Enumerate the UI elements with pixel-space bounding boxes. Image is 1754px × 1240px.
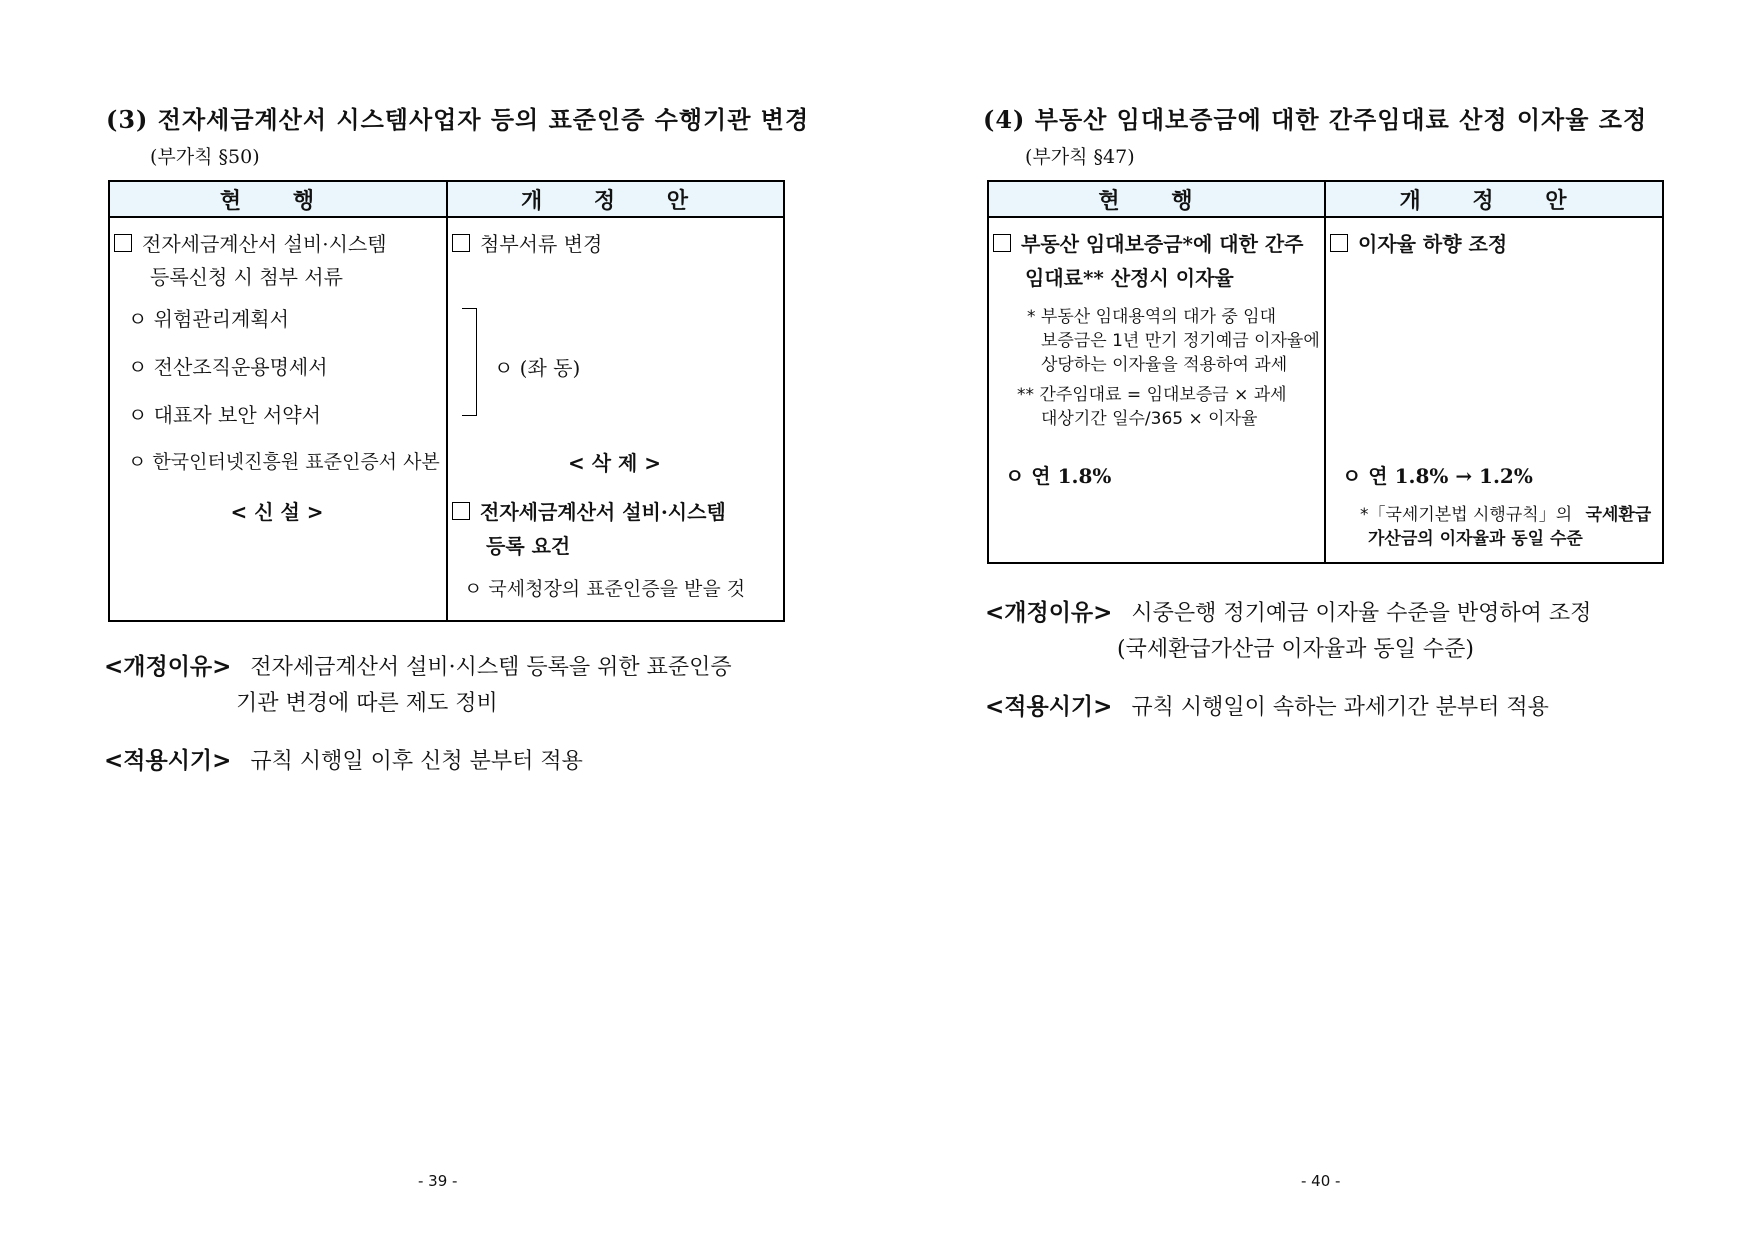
current-sub-3: ㅇ 대표자 보안 서약서 bbox=[128, 403, 321, 427]
section-title: (3) 전자세금계산서 시스템사업자 등의 표준인증 수행기관 변경 bbox=[106, 105, 810, 134]
comparison-table bbox=[987, 180, 1664, 564]
page-number: - 40 - bbox=[1301, 1172, 1341, 1190]
revised-item: 이자율 하향 조정 bbox=[1330, 228, 1507, 257]
current-rate: ㅇ 연 1.8% bbox=[1005, 464, 1112, 488]
note-1-line3: 상당하는 이자율을 적용하여 과세 bbox=[1041, 355, 1288, 375]
current-cell bbox=[109, 217, 447, 621]
revised-rate: ㅇ 연 1.8% → 1.2% bbox=[1342, 464, 1533, 488]
section-subtitle: (부가칙 §50) bbox=[150, 146, 260, 168]
comparison-table bbox=[108, 180, 785, 622]
right-page bbox=[877, 0, 1754, 1240]
revised-delete-label: < 삭 제 > bbox=[567, 451, 662, 475]
revised-item-1: 첨부서류 변경 bbox=[452, 228, 602, 257]
revised-item-2: 전자세금계산서 설비·시스템 bbox=[452, 496, 726, 525]
bracket-shape bbox=[462, 308, 477, 416]
apply-timing: <적용시기> 규칙 시행일 이후 신청 분부터 적용 bbox=[104, 748, 583, 774]
revision-reason: <개정이유> 전자세금계산서 설비·시스템 등록을 위한 표준인증 bbox=[104, 654, 732, 680]
current-sub-1: ㅇ 위험관리계획서 bbox=[128, 307, 289, 331]
checkbox-icon bbox=[452, 502, 470, 520]
apply-timing: <적용시기> 규칙 시행일이 속하는 과세기간 분부터 적용 bbox=[985, 694, 1549, 720]
current-sub-2: ㅇ 전산조직운용명세서 bbox=[128, 355, 328, 379]
current-item-line2: 등록신청 시 첨부 서류 bbox=[150, 265, 343, 289]
checkbox-icon bbox=[993, 234, 1011, 252]
revision-reason: <개정이유> 시중은행 정기예금 이자율 수준을 반영하여 조정 bbox=[985, 600, 1592, 626]
current-item-line2: 임대료** 산정시 이자율 bbox=[1025, 266, 1234, 290]
revised-same: ㅇ (좌 동) bbox=[494, 356, 581, 380]
revised-note-line2: 가산금의 이자율과 동일 수준 bbox=[1368, 529, 1583, 549]
current-sub-4: ㅇ 한국인터넷진흥원 표준인증서 사본 bbox=[128, 451, 440, 473]
header-current: 현 행 bbox=[109, 181, 447, 217]
current-item: 부동산 임대보증금*에 대한 간주 bbox=[993, 228, 1304, 257]
note-1-line2: 보증금은 1년 만기 정기예금 이자율에 bbox=[1041, 331, 1320, 351]
header-current: 현 행 bbox=[988, 181, 1325, 217]
revision-reason-line2: 기관 변경에 따른 제도 정비 bbox=[236, 691, 498, 716]
note-2-line1: ** 간주임대료 = 임대보증금 × 과세 bbox=[1017, 385, 1287, 405]
revised-cell bbox=[1325, 217, 1663, 563]
checkbox-icon bbox=[114, 234, 132, 252]
revised-item-2-sub: ㅇ 국세청장의 표준인증을 받을 것 bbox=[464, 578, 746, 600]
header-revised: 개 정 안 bbox=[447, 181, 784, 217]
header-revised: 개 정 안 bbox=[1325, 181, 1663, 217]
checkbox-icon bbox=[452, 234, 470, 252]
note-2-line2: 대상기간 일수/365 × 이자율 bbox=[1041, 409, 1258, 429]
revised-note-line1: *「국세기본법 시행규칙」의 국세환급 bbox=[1360, 505, 1652, 525]
revised-cell bbox=[447, 217, 784, 621]
checkbox-icon bbox=[1330, 234, 1348, 252]
current-item: 전자세금계산서 설비·시스템 bbox=[114, 228, 387, 257]
note-1-line1: * 부동산 임대용역의 대가 중 임대 bbox=[1027, 307, 1277, 327]
section-title: (4) 부동산 임대보증금에 대한 간주임대료 산정 이자율 조정 bbox=[983, 105, 1648, 134]
page-number: - 39 - bbox=[418, 1172, 458, 1190]
revision-reason-line2: (국세환급가산금 이자율과 동일 수준) bbox=[1117, 637, 1474, 662]
current-cell bbox=[988, 217, 1325, 563]
current-new-label: < 신 설 > bbox=[230, 500, 324, 524]
revised-item-2-line2: 등록 요건 bbox=[486, 534, 571, 558]
section-subtitle: (부가칙 §47) bbox=[1025, 146, 1135, 168]
